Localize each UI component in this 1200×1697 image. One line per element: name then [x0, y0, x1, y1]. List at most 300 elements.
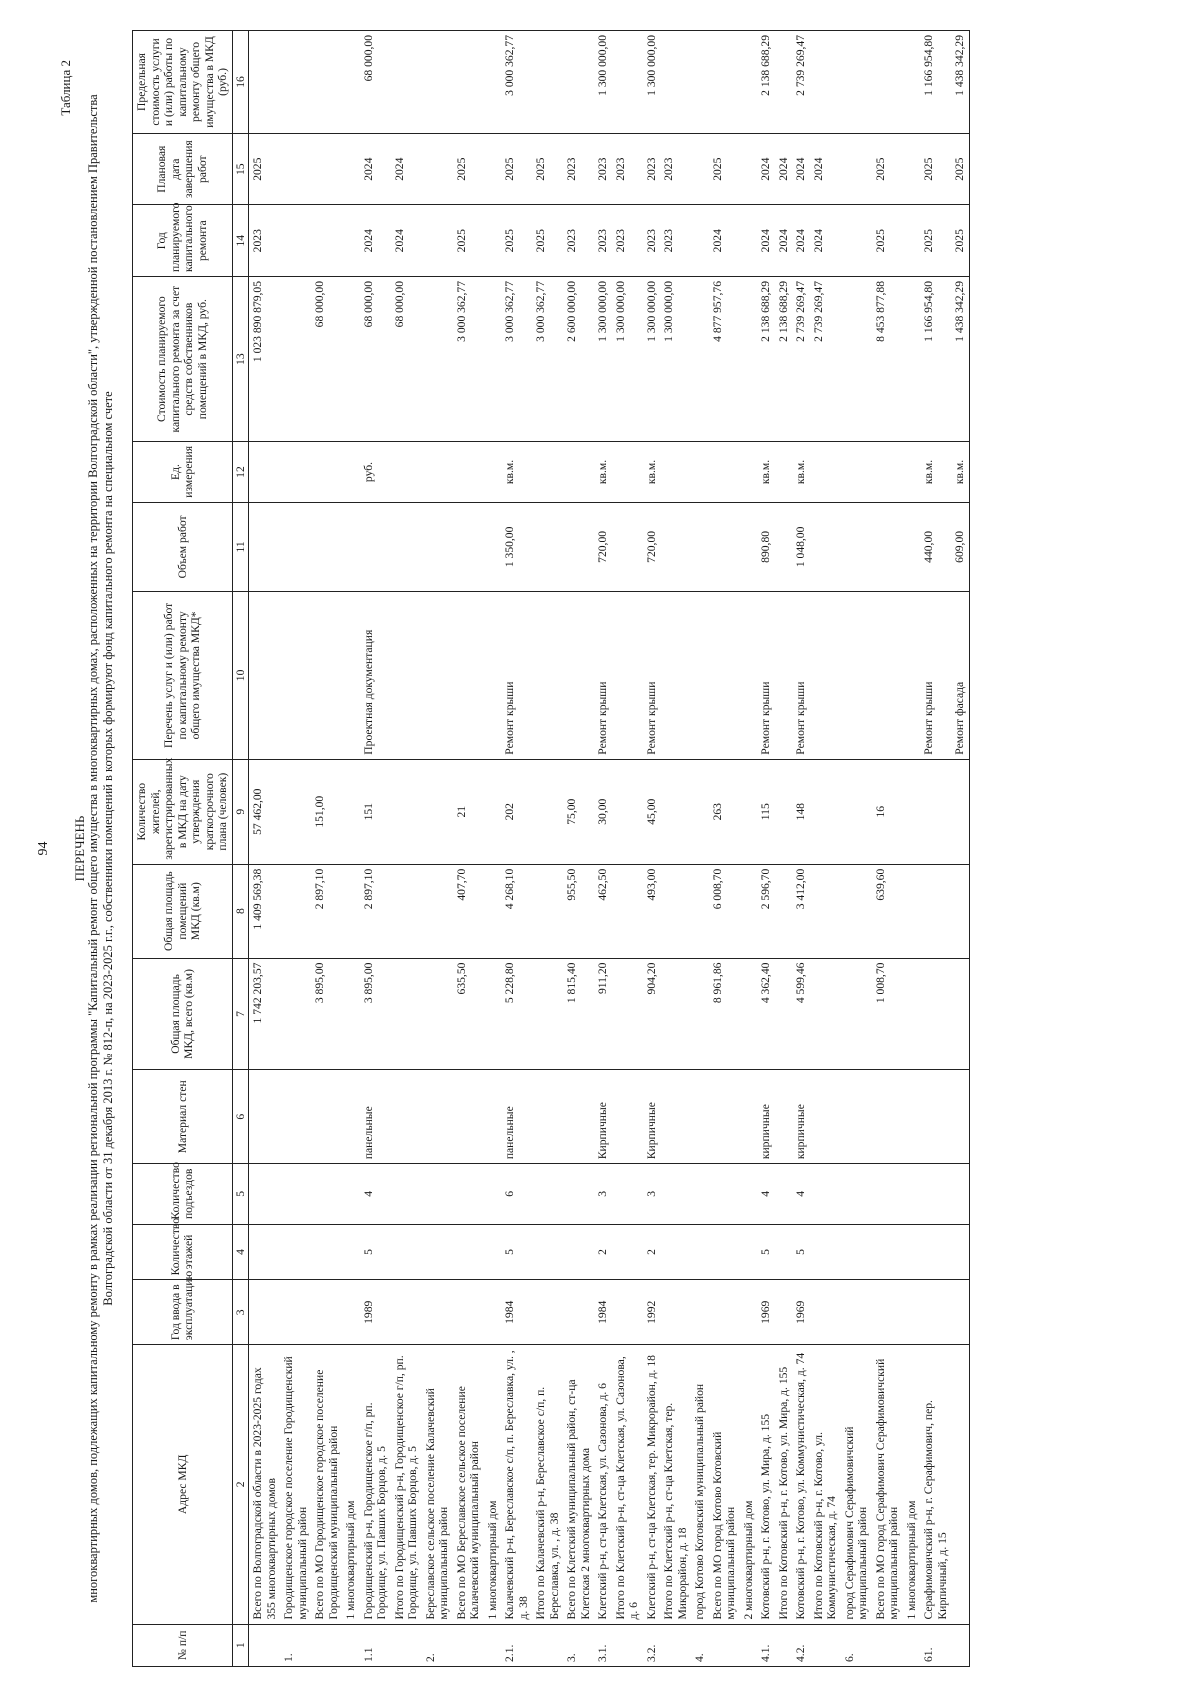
- table-cell: 2025: [951, 133, 969, 205]
- table-cell: 1 023 890 879,05: [249, 276, 281, 441]
- table-cell: [872, 1164, 903, 1224]
- table-row: [810, 31, 841, 1667]
- table-cell: 68 000,00: [360, 276, 391, 441]
- table-cell: 2.1.: [501, 1624, 532, 1666]
- table-cell: [740, 205, 758, 277]
- table-cell: 2024: [391, 205, 422, 277]
- table-cell: Калачевский р-н, Береславское с/п, п. Береславка, ул. , д. 38: [501, 1345, 532, 1624]
- table-cell: [951, 759, 969, 864]
- table-cell: Всего по МО город Серафимович Серафимовичский муниципальный район: [872, 1345, 903, 1624]
- table-cell: 2.: [422, 1624, 453, 1666]
- table-cell: [280, 205, 311, 277]
- table-cell: Клетский р-н, ст-ца Клетская, ул. Сазонова, д. 6: [594, 1345, 612, 1624]
- table-cell: 5: [360, 1224, 391, 1280]
- table-cell: [841, 31, 872, 134]
- table-cell: [311, 1164, 342, 1224]
- table-cell: 202: [501, 759, 532, 864]
- table-cell: [903, 592, 921, 760]
- table-cell: 3 412,00: [792, 864, 810, 958]
- table-cell: 2: [594, 1224, 612, 1280]
- table-cell: [532, 1224, 563, 1280]
- table-cell: [920, 1164, 951, 1224]
- table-cell: [691, 592, 709, 760]
- table-cell: 4 599,46: [792, 958, 810, 1070]
- table-row: [643, 31, 661, 1667]
- table-cell: [249, 1070, 281, 1164]
- table-cell: 6.: [841, 1624, 872, 1666]
- table-cell: 75,00: [563, 759, 594, 864]
- table-cell: [484, 759, 502, 864]
- table-cell: 1 300 000,00: [643, 276, 661, 441]
- table-cell: 2024: [360, 133, 391, 205]
- column-number: 12: [232, 442, 249, 502]
- table-cell: [563, 1280, 594, 1345]
- table-cell: 2025: [501, 205, 532, 277]
- table-cell: 2 138 688,29: [775, 276, 793, 441]
- table-cell: 1 438 342,29: [951, 31, 969, 134]
- table-cell: Городищенский р-н, Городищенское г/п, рп. Городище, ул. Павших Борцов, д. 5: [360, 1345, 391, 1624]
- table-cell: [280, 1280, 311, 1345]
- table-cell: [775, 1070, 793, 1164]
- table-cell: 2023: [249, 205, 281, 277]
- table-cell: [841, 442, 872, 502]
- table-cell: 1984: [501, 1280, 532, 1345]
- table-cell: Всего по Клетский муниципальный район, ст-ца Клетская 2 многоквартирных дома: [563, 1345, 594, 1624]
- table-cell: [775, 31, 793, 134]
- table-cell: 2023: [594, 133, 612, 205]
- table-cell: 2023: [660, 133, 691, 205]
- table-cell: [311, 1280, 342, 1345]
- table-cell: Итого по Калачевский р-н, Береславское с/п, п. Береславка, ул. , д. 38: [532, 1345, 563, 1624]
- table-cell: [920, 958, 951, 1070]
- table-cell: 1 409 569,38: [249, 864, 281, 958]
- table-cell: [453, 1224, 484, 1280]
- table-cell: [422, 958, 453, 1070]
- table-row: [563, 31, 594, 1667]
- table-cell: Береславское сельское поселение Калачевский муниципальный район: [422, 1345, 453, 1624]
- table-cell: [740, 864, 758, 958]
- table-cell: [342, 133, 360, 205]
- table-cell: [709, 1164, 740, 1224]
- table-cell: [484, 1624, 502, 1666]
- table-cell: [342, 759, 360, 864]
- table-cell: [951, 1624, 969, 1666]
- table-cell: 2025: [453, 133, 484, 205]
- table-cell: [775, 864, 793, 958]
- table-cell: [810, 1164, 841, 1224]
- table-cell: [810, 592, 841, 760]
- table-cell: [660, 1224, 691, 1280]
- table-cell: 2024: [810, 205, 841, 277]
- table-cell: [740, 1624, 758, 1666]
- table-cell: 8 453 877,88: [872, 276, 903, 441]
- table-cell: [841, 864, 872, 958]
- table-cell: [612, 1280, 643, 1345]
- table-cell: 609,00: [951, 502, 969, 591]
- table-cell: 2025: [453, 205, 484, 277]
- table-cell: [311, 442, 342, 502]
- table-cell: Клетский р-н, ст-ца Клетская, тер. Микрорайон, д. 18: [643, 1345, 661, 1624]
- table-label: Таблица 2: [58, 60, 73, 116]
- column-number: 13: [232, 276, 249, 441]
- table-cell: 1 300 000,00: [594, 276, 612, 441]
- table-cell: [810, 1624, 841, 1666]
- column-number: 1: [232, 1624, 249, 1666]
- table-cell: [612, 864, 643, 958]
- table-cell: [280, 502, 311, 591]
- table-cell: [280, 133, 311, 205]
- table-cell: Серафимовичский р-н, г. Серафимович, пер. Кирпичный, д. 15: [920, 1345, 951, 1624]
- table-cell: [422, 1224, 453, 1280]
- table-cell: 1984: [594, 1280, 612, 1345]
- table-cell: [872, 442, 903, 502]
- table-cell: [563, 442, 594, 502]
- table-cell: 2023: [612, 133, 643, 205]
- table-cell: Итого по Клетский р-н, ст-ца Клетская, ул. Сазонова, д. 6: [612, 1345, 643, 1624]
- table-cell: [660, 958, 691, 1070]
- table-cell: [810, 1070, 841, 1164]
- table-cell: [391, 1624, 422, 1666]
- table-cell: 263: [709, 759, 740, 864]
- table-cell: кирпичные: [757, 1070, 775, 1164]
- table-cell: 440,00: [920, 502, 951, 591]
- table-cell: 3 895,00: [311, 958, 342, 1070]
- table-cell: [391, 1280, 422, 1345]
- table-cell: [532, 442, 563, 502]
- table-cell: [775, 759, 793, 864]
- header-cell: Количество этажей: [133, 1224, 233, 1280]
- table-cell: [280, 864, 311, 958]
- table-cell: [740, 502, 758, 591]
- table-cell: [709, 592, 740, 760]
- table-cell: 5: [757, 1224, 775, 1280]
- table-cell: 639,60: [872, 864, 903, 958]
- table-cell: [775, 1624, 793, 1666]
- table-cell: [612, 1224, 643, 1280]
- table-cell: 45,00: [643, 759, 661, 864]
- column-number-row: [232, 31, 249, 1667]
- column-number: 9: [232, 759, 249, 864]
- column-number: 7: [232, 958, 249, 1070]
- table-cell: 1969: [757, 1280, 775, 1345]
- table-cell: 3: [643, 1164, 661, 1224]
- table-cell: [532, 1624, 563, 1666]
- table-cell: [691, 31, 709, 134]
- table-cell: [484, 1224, 502, 1280]
- table-cell: [775, 442, 793, 502]
- table-cell: 2025: [532, 205, 563, 277]
- table-row: [342, 31, 360, 1667]
- table-cell: [280, 759, 311, 864]
- table-cell: [740, 442, 758, 502]
- table-cell: [810, 502, 841, 591]
- table-row: [920, 31, 951, 1667]
- table-cell: [709, 442, 740, 502]
- table-cell: [660, 1624, 691, 1666]
- table-cell: [484, 205, 502, 277]
- table-cell: Итого по Котовский р-н, г. Котово, ул. Мира, д. 155: [775, 1345, 793, 1624]
- table-cell: [903, 442, 921, 502]
- table-cell: 57 462,00: [249, 759, 281, 864]
- table-cell: 2025: [872, 205, 903, 277]
- table-cell: [691, 759, 709, 864]
- table-cell: 2024: [775, 205, 793, 277]
- table-cell: [660, 1070, 691, 1164]
- table-cell: 1 350,00: [501, 502, 532, 591]
- table-cell: [249, 31, 281, 134]
- table-cell: [660, 502, 691, 591]
- table-cell: 6 008,70: [709, 864, 740, 958]
- table-cell: [612, 958, 643, 1070]
- table-cell: [532, 1070, 563, 1164]
- table-cell: 2 897,10: [360, 864, 391, 958]
- table-cell: [563, 1164, 594, 1224]
- table-cell: [709, 31, 740, 134]
- document-title: ПЕРЕЧЕНЬ: [72, 815, 87, 882]
- table-cell: [422, 502, 453, 591]
- column-number: 3: [232, 1280, 249, 1345]
- table-cell: Ремонт крыши: [792, 592, 810, 760]
- table-row: [660, 31, 691, 1667]
- table-cell: 1 300 000,00: [643, 31, 661, 134]
- table-row: [360, 31, 391, 1667]
- table-cell: [391, 592, 422, 760]
- table-cell: [391, 958, 422, 1070]
- table-cell: 1 815,40: [563, 958, 594, 1070]
- table-row: [951, 31, 969, 1667]
- table-cell: 2024: [810, 133, 841, 205]
- table-row: [872, 31, 903, 1667]
- table-cell: 2 596,70: [757, 864, 775, 958]
- table-cell: 4.1.: [757, 1624, 775, 1666]
- table-cell: [951, 1224, 969, 1280]
- table-cell: [612, 759, 643, 864]
- table-cell: [391, 442, 422, 502]
- table-cell: 720,00: [643, 502, 661, 591]
- table-cell: 4 362,40: [757, 958, 775, 1070]
- table-cell: 2023: [660, 205, 691, 277]
- table-cell: [841, 1280, 872, 1345]
- table-body: [249, 31, 970, 1667]
- table-cell: 5: [501, 1224, 532, 1280]
- table-cell: [903, 133, 921, 205]
- table-cell: [311, 1070, 342, 1164]
- table-cell: [903, 502, 921, 591]
- table-cell: 4 877 957,76: [709, 276, 740, 441]
- table-cell: Котовский р-н, г. Котово, ул. Коммунистическая, д. 74: [792, 1345, 810, 1624]
- header-cell: Количество подъездов: [133, 1164, 233, 1224]
- column-number: 6: [232, 1070, 249, 1164]
- column-number: 16: [232, 31, 249, 134]
- table-cell: [951, 1070, 969, 1164]
- table-cell: [951, 864, 969, 958]
- table-cell: 4 268,10: [501, 864, 532, 958]
- table-cell: [740, 31, 758, 134]
- table-cell: 2025: [249, 133, 281, 205]
- table-cell: 1 742 203,57: [249, 958, 281, 1070]
- table-cell: [484, 133, 502, 205]
- table-cell: [612, 31, 643, 134]
- header-cell: Количество жителей, зарегистрированных в МКД на дату утверждения краткосрочного плана (человек): [133, 759, 233, 864]
- table-cell: кв.м.: [501, 442, 532, 502]
- table-cell: [453, 442, 484, 502]
- header-cell: Стоимость планируемого капитального ремонта за счет средств собственников помещений в МКД, руб.: [133, 276, 233, 441]
- table-cell: [422, 205, 453, 277]
- table-cell: [810, 1280, 841, 1345]
- table-cell: [612, 1164, 643, 1224]
- table-cell: [810, 958, 841, 1070]
- table-row: [249, 31, 281, 1667]
- table-cell: 890,80: [757, 502, 775, 591]
- table-cell: 1969: [792, 1280, 810, 1345]
- table-cell: 115: [757, 759, 775, 864]
- table-cell: [691, 958, 709, 1070]
- table-cell: [484, 276, 502, 441]
- table-cell: [280, 276, 311, 441]
- table-cell: 2: [643, 1224, 661, 1280]
- table-cell: 4.2.: [792, 1624, 810, 1666]
- table-cell: [484, 442, 502, 502]
- table-cell: [709, 1280, 740, 1345]
- table-cell: [532, 592, 563, 760]
- table-cell: 2023: [563, 205, 594, 277]
- table-cell: 1.1: [360, 1624, 391, 1666]
- table-cell: 1 166 954,80: [920, 276, 951, 441]
- table-cell: [903, 958, 921, 1070]
- table-cell: 16: [872, 759, 903, 864]
- table-cell: [691, 1164, 709, 1224]
- header-cell: Материал стен: [133, 1070, 233, 1164]
- table-cell: 68 000,00: [360, 31, 391, 134]
- table-cell: [660, 759, 691, 864]
- table-cell: 2025: [872, 133, 903, 205]
- table-cell: 2024: [360, 205, 391, 277]
- table-cell: Кирпичные: [594, 1070, 612, 1164]
- table-cell: [660, 1164, 691, 1224]
- table-cell: [342, 1164, 360, 1224]
- table-cell: [903, 759, 921, 864]
- table-cell: [311, 502, 342, 591]
- table-cell: [740, 276, 758, 441]
- table-cell: [280, 958, 311, 1070]
- table-cell: 2024: [775, 133, 793, 205]
- table-cell: [342, 1280, 360, 1345]
- table-cell: [280, 1224, 311, 1280]
- table-cell: [453, 1624, 484, 1666]
- table-cell: [872, 1280, 903, 1345]
- table-cell: [422, 592, 453, 760]
- table-cell: Кирпичные: [643, 1070, 661, 1164]
- table-row: [740, 31, 758, 1667]
- table-cell: 955,50: [563, 864, 594, 958]
- table-cell: [311, 31, 342, 134]
- header-cell: Объем работ: [133, 502, 233, 591]
- table-cell: [775, 1280, 793, 1345]
- table-cell: [532, 864, 563, 958]
- table-cell: 2023: [612, 205, 643, 277]
- table-row: [775, 31, 793, 1667]
- column-number: 4: [232, 1224, 249, 1280]
- table-cell: [360, 502, 391, 591]
- table-cell: [841, 958, 872, 1070]
- table-cell: 30,00: [594, 759, 612, 864]
- table-cell: [920, 1280, 951, 1345]
- table-cell: [775, 502, 793, 591]
- table-cell: [422, 1280, 453, 1345]
- table-cell: 2025: [951, 205, 969, 277]
- table-cell: 2 138 688,29: [757, 276, 775, 441]
- table-cell: [740, 1164, 758, 1224]
- table-cell: 1 многоквартирный дом: [484, 1345, 502, 1624]
- table-row: [453, 31, 484, 1667]
- table-cell: [951, 958, 969, 1070]
- table-cell: панельные: [501, 1070, 532, 1164]
- table-cell: [903, 1224, 921, 1280]
- table-cell: [280, 442, 311, 502]
- table-header-row: [133, 31, 233, 1667]
- table-cell: Котовский р-н, г. Котово, ул. Мира, д. 155: [757, 1345, 775, 1624]
- table-cell: 2 739 269,47: [792, 276, 810, 441]
- table-cell: 2 739 269,47: [810, 276, 841, 441]
- table-cell: [532, 759, 563, 864]
- table-cell: [660, 31, 691, 134]
- table-cell: [841, 276, 872, 441]
- table-cell: [691, 1224, 709, 1280]
- table-cell: [532, 31, 563, 134]
- table-row: [691, 31, 709, 1667]
- table-cell: [775, 1224, 793, 1280]
- table-cell: [903, 205, 921, 277]
- table-cell: [691, 864, 709, 958]
- table-cell: Всего по МО город Котово Котовский муниципальный район: [709, 1345, 740, 1624]
- table-cell: Итого по Городищенский р-н, Городищенское г/п, рп. Городище, ул. Павших Борцов, д. 5: [391, 1345, 422, 1624]
- table-cell: кв.м.: [757, 442, 775, 502]
- table-cell: [872, 592, 903, 760]
- table-cell: 493,00: [643, 864, 661, 958]
- table-cell: [903, 864, 921, 958]
- table-cell: 3 000 362,77: [501, 31, 532, 134]
- header-cell: Плановая дата завершения работ: [133, 133, 233, 205]
- table-row: [484, 31, 502, 1667]
- table-cell: 8 961,86: [709, 958, 740, 1070]
- table-cell: [841, 759, 872, 864]
- table-cell: 407,70: [453, 864, 484, 958]
- table-cell: [249, 1224, 281, 1280]
- table-cell: 1 многоквартирный дом: [342, 1345, 360, 1624]
- table-row: [391, 31, 422, 1667]
- table-cell: [484, 1070, 502, 1164]
- table-cell: 2025: [920, 205, 951, 277]
- table-cell: [311, 133, 342, 205]
- column-number: 11: [232, 502, 249, 591]
- table-cell: 1.: [280, 1624, 311, 1666]
- table-row: [709, 31, 740, 1667]
- table-cell: 2024: [757, 133, 775, 205]
- table-cell: 1989: [360, 1280, 391, 1345]
- table-cell: [951, 1164, 969, 1224]
- table-cell: [709, 502, 740, 591]
- table-cell: [453, 1164, 484, 1224]
- table-cell: [775, 958, 793, 1070]
- table-cell: 2024: [757, 205, 775, 277]
- table-cell: 3: [594, 1164, 612, 1224]
- table-cell: [612, 592, 643, 760]
- table-cell: [484, 1164, 502, 1224]
- repair-list-table: [132, 30, 970, 1667]
- table-cell: [563, 31, 594, 134]
- table-cell: [563, 502, 594, 591]
- table-cell: [740, 1224, 758, 1280]
